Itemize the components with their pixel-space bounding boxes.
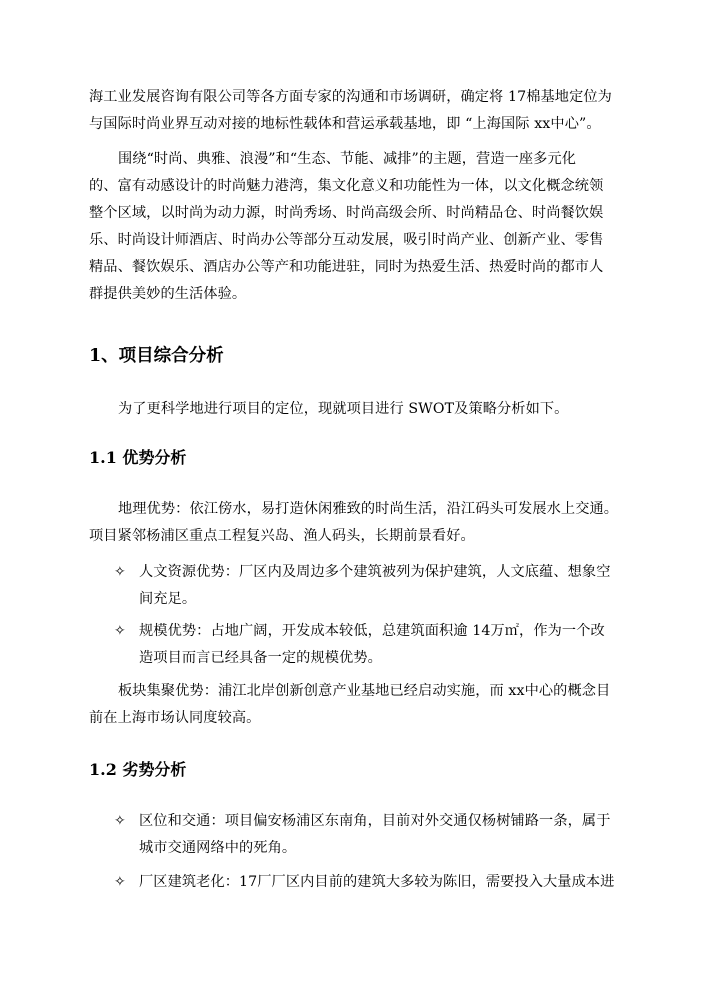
text-line: 围绕“时尚、典雅、浪漫”和“生态、节能、减排”的主题，营造一座多元化 [118,151,577,167]
text-line: 海工业发展咨询有限公司等各方面专家的沟通和市场调研，确定将 17棉基地定位为 [89,89,612,105]
text-line: 区位和交通：项目偏安杨浦区东南角，目前对外交通仅杨树铺路一条，属于 [139,813,611,829]
intro-paragraph-1 [89,84,615,138]
text-line: 前在上海市场认同度较高。 [89,710,261,726]
text-line: 城市交通网络中的死角。 [139,840,297,856]
bullet-item-scale-advantage [114,618,614,672]
text-line: 与国际时尚业界互动对接的地标性载体和营运承载基地，即 “上海国际 xx中心”。 [89,116,601,132]
text-line: 板块集聚优势：浦江北岸创新创意产业基地已经启动实施，而 xx中心的概念目 [118,683,611,699]
text-line: 项目紧邻杨浦区重点工程复兴岛、渔人码头，长期前景看好。 [89,528,475,544]
bullet-item-location-transport [114,808,614,862]
section-heading-1-2: 1.2 劣势分析 [89,760,187,779]
text-line: 厂区建筑老化：17厂厂区内目前的建筑大多较为陈旧，需要投入大量成本进 [139,874,615,890]
text-line: 的、富有动感设计的时尚魅力港湾，集文化意义和功能性为一体，以文化概念统领 [89,178,604,194]
text-line: 地理优势：依江傍水，易打造休闲雅致的时尚生活，沿江码头可发展水上交通。 [118,501,619,517]
section-heading-1-1: 1.1 优势分析 [89,448,187,467]
diamond-bullet-icon: ✧ [114,874,126,890]
bullet-item-aging-buildings [114,869,614,896]
geographic-advantage-paragraph [89,496,619,550]
text-line: 规模优势：占地广阔，开发成本较低，总建筑面积逾 14万㎡，作为一个改 [139,623,605,639]
text-line: 造项目而言已经具备一定的规模优势。 [139,650,382,666]
text-line: 群提供美妙的生活体验。 [89,286,247,302]
cluster-advantage-paragraph [89,678,615,732]
section-1-paragraph [89,396,615,423]
text-line: 精品、餐饮娱乐、酒店办公等产和功能进驻，同时为热爱生活、热爱时尚的都市人 [89,259,604,275]
diamond-bullet-icon: ✧ [114,623,126,639]
text-line: 为了更科学地进行项目的定位，现就项目进行 SWOT及策略分析如下。 [118,401,569,417]
intro-paragraph-2 [89,146,615,308]
text-line: 间充足。 [139,591,197,607]
text-line: 整个区域，以时尚为动力源，时尚秀场、时尚高级会所、时尚精品仓、时尚餐饮娱 [89,205,604,221]
text-line: 人文资源优势：厂区内及周边多个建筑被列为保护建筑，人文底蕴、想象空 [139,564,611,580]
text-line: 乐、时尚设计师酒店、时尚办公等部分互动发展，吸引时尚产业、创新产业、零售 [89,232,604,248]
section-heading-1: 1、项目综合分析 [89,346,224,366]
diamond-bullet-icon: ✧ [114,564,126,580]
diamond-bullet-icon: ✧ [114,813,126,829]
bullet-item-cultural-resources [114,559,614,613]
